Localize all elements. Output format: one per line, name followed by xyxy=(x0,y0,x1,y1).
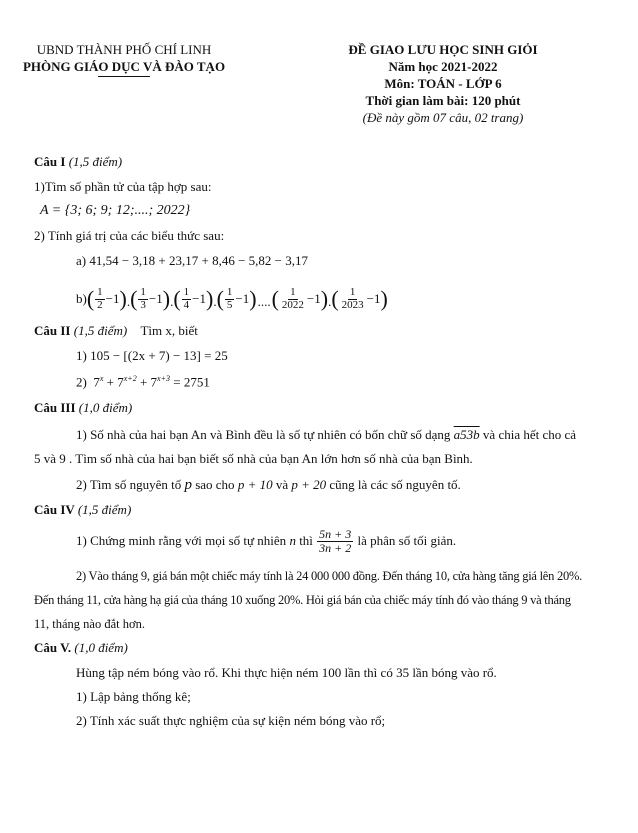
q3-part1-line2: 5 và 9 . Tìm số nhà của hai bạn biết số nhà của bạn An lớn hơn số nhà của bạn Bình. xyxy=(34,451,473,466)
fraction xyxy=(340,287,366,311)
fraction xyxy=(182,287,192,311)
q3-p2d: cũng là các số nguyên tố. xyxy=(329,477,461,492)
q3-expr2: p + 20 xyxy=(291,477,327,492)
factor xyxy=(271,285,332,311)
numerator: 1 xyxy=(290,285,296,298)
paren: ) xyxy=(206,286,214,311)
q4-p1b: thì xyxy=(299,533,313,548)
ellipsis: .... xyxy=(257,294,271,309)
minus-one: −1 xyxy=(105,291,120,306)
times-dot: . xyxy=(328,294,332,309)
q4-n-var: n xyxy=(289,533,296,548)
paren: ) xyxy=(162,286,171,311)
paren: ) xyxy=(119,286,127,311)
q3-part2 xyxy=(76,477,461,494)
q3-title: Câu III xyxy=(34,400,76,415)
factor xyxy=(173,287,213,311)
q5-item1: 1) Lập bảng thống kê; xyxy=(76,689,191,704)
fraction xyxy=(138,287,148,311)
q4-part2-line1: 2) Vào tháng 9, giá bán một chiếc máy tính là 24 000 000 đồng. Đến tháng 10, cửa hàng tăng giá lên 20%. xyxy=(76,569,583,583)
q4-frac-numerator: 5n + 3 xyxy=(319,526,352,541)
header-divider xyxy=(98,76,150,77)
paren: ) xyxy=(380,286,388,311)
q2-heading xyxy=(34,323,198,339)
q1-part2: 2) Tính giá trị của các biểu thức sau: xyxy=(34,228,225,243)
times-dot: . xyxy=(213,294,217,309)
q4-title: Câu IV xyxy=(34,502,75,517)
duration: Thời gian làm bài: 120 phút xyxy=(365,93,521,108)
department-name: PHÒNG GIÁO DỤC VÀ ĐÀO TẠO xyxy=(22,59,226,74)
minus-one: −1 xyxy=(306,291,321,306)
base: 7 xyxy=(117,374,124,390)
q1-set: A = {3; 6; 9; 12;....; 2022} xyxy=(40,203,191,218)
times-dot: . xyxy=(126,294,131,309)
q5-item2: 2) Tính xác suất thực nghiệm của sự kiện ném bóng vào rổ; xyxy=(76,713,386,728)
minus-one: −1 xyxy=(235,291,250,306)
q3-heading xyxy=(34,400,132,416)
denominator: 3 xyxy=(140,298,146,311)
q3-p1b: và chia hết cho cả xyxy=(482,427,577,442)
q2-eq2: 2) $7^x + 7^{x+2} + 7^{x+3} = 2751$ xyxy=(76,374,210,390)
exam-title: ĐỀ GIAO LƯU HỌC SINH GIỎI xyxy=(348,42,538,57)
q1-expr-a: a) 41,54 − 3,18 + 23,17 + 8,46 − 5,82 − 3,17 xyxy=(76,253,309,268)
q3-p-var: p xyxy=(184,477,192,493)
q4-part2-line2: Đến tháng 11, cửa hàng hạ giá của tháng 10 xuống 20%. Hỏi giá bán của chiếc máy tính đó vào tháng 9 và tháng xyxy=(34,593,571,607)
q3-p2a: 2) Tìm số nguyên tố xyxy=(76,477,182,492)
paren: ( xyxy=(271,286,279,311)
paren: ) xyxy=(320,286,329,311)
numerator: 1 xyxy=(226,285,233,298)
q2-title: Câu II xyxy=(34,323,71,338)
q1-b-product xyxy=(87,287,388,311)
minus-one: −1 xyxy=(366,291,381,306)
minus-one: −1 xyxy=(192,291,207,306)
fraction xyxy=(95,287,105,311)
paren: ( xyxy=(216,286,224,311)
subject: Môn: TOÁN - LỚP 6 xyxy=(384,76,502,91)
q2-prompt: Tìm x, biết xyxy=(140,323,198,338)
q5-heading xyxy=(34,640,128,656)
numerator: 1 xyxy=(140,285,146,298)
q5-title: Câu V. xyxy=(34,640,72,655)
exp: x+3 xyxy=(157,374,170,383)
numerator: 1 xyxy=(183,285,190,298)
base: 7 xyxy=(93,374,100,390)
q5-intro: Hùng tập ném bóng vào rổ. Khi thực hiện ném 100 lần thì có 35 lần bóng vào rổ. xyxy=(76,665,497,680)
exp: x xyxy=(99,374,104,383)
q3-p2c: và xyxy=(275,477,289,492)
denominator: 4 xyxy=(183,298,190,311)
minus-one: −1 xyxy=(148,291,163,306)
school-year: Năm học 2021-2022 xyxy=(388,59,498,74)
q1-heading xyxy=(34,154,122,170)
factor xyxy=(217,287,257,311)
factor xyxy=(130,287,170,311)
q1-points: (1,5 điểm) xyxy=(68,154,123,169)
q3-digits: a53b xyxy=(453,427,480,442)
q3-p1a: 1) Số nhà của hai bạn An và Bình đều là số tự nhiên có bốn chữ số dạng xyxy=(76,427,451,442)
times-dot: . xyxy=(170,294,174,309)
q5-points: (1,0 điểm) xyxy=(74,640,128,655)
q4-p1c: là phân số tối giản. xyxy=(357,533,457,548)
q4-points: (1,5 điểm) xyxy=(77,502,132,517)
exp: x+2 xyxy=(123,374,137,383)
q2-eq2-label: 2) xyxy=(76,374,87,390)
q1-title: Câu I xyxy=(34,154,66,169)
q4-p1a: 1) Chứng minh rằng với mọi số tự nhiên xyxy=(76,533,287,548)
q4-frac-denominator: 3n + 2 xyxy=(319,540,352,555)
numerator: 1 xyxy=(349,285,356,298)
denominator: 5 xyxy=(226,298,233,311)
denominator: 2023 xyxy=(341,298,364,311)
paren: ( xyxy=(331,286,339,311)
q2-eq1: 1) 105 − [(2x + 7) − 13] = 25 xyxy=(76,348,228,363)
fraction xyxy=(280,287,306,311)
q4-part2-line3: 11, tháng nào đắt hơn. xyxy=(34,617,145,631)
q3-expr1: p + 10 xyxy=(237,477,273,492)
q3-part1-line1 xyxy=(76,427,576,443)
q2-points: (1,5 điểm) xyxy=(73,323,128,338)
fraction xyxy=(225,287,235,311)
authority-name: UBND THÀNH PHỐ CHÍ LINH xyxy=(36,42,212,57)
numerator: 1 xyxy=(97,285,103,298)
paren: ) xyxy=(249,286,257,311)
q3-points: (1,0 điểm) xyxy=(78,400,133,415)
paren: ( xyxy=(130,286,138,311)
q1-part1: 1)Tìm số phần tử của tập hợp sau: xyxy=(34,179,212,194)
q1-expr-b xyxy=(76,282,388,316)
denominator: 2 xyxy=(97,298,103,311)
q2-eq2-rhs: = 2751 xyxy=(173,374,210,390)
base: 7 xyxy=(150,374,158,390)
factor xyxy=(331,287,388,311)
factor xyxy=(87,287,127,311)
q1-b-label: b) xyxy=(76,291,87,306)
paren: ( xyxy=(86,286,95,311)
page-note: (Đề này gồm 07 câu, 02 trang) xyxy=(362,110,524,125)
q3-p2b: sao cho xyxy=(195,477,235,492)
q4-fraction xyxy=(317,528,353,554)
q4-heading xyxy=(34,502,131,518)
q4-part1 xyxy=(76,524,456,558)
paren: ( xyxy=(173,286,181,311)
denominator: 2022 xyxy=(281,298,304,311)
